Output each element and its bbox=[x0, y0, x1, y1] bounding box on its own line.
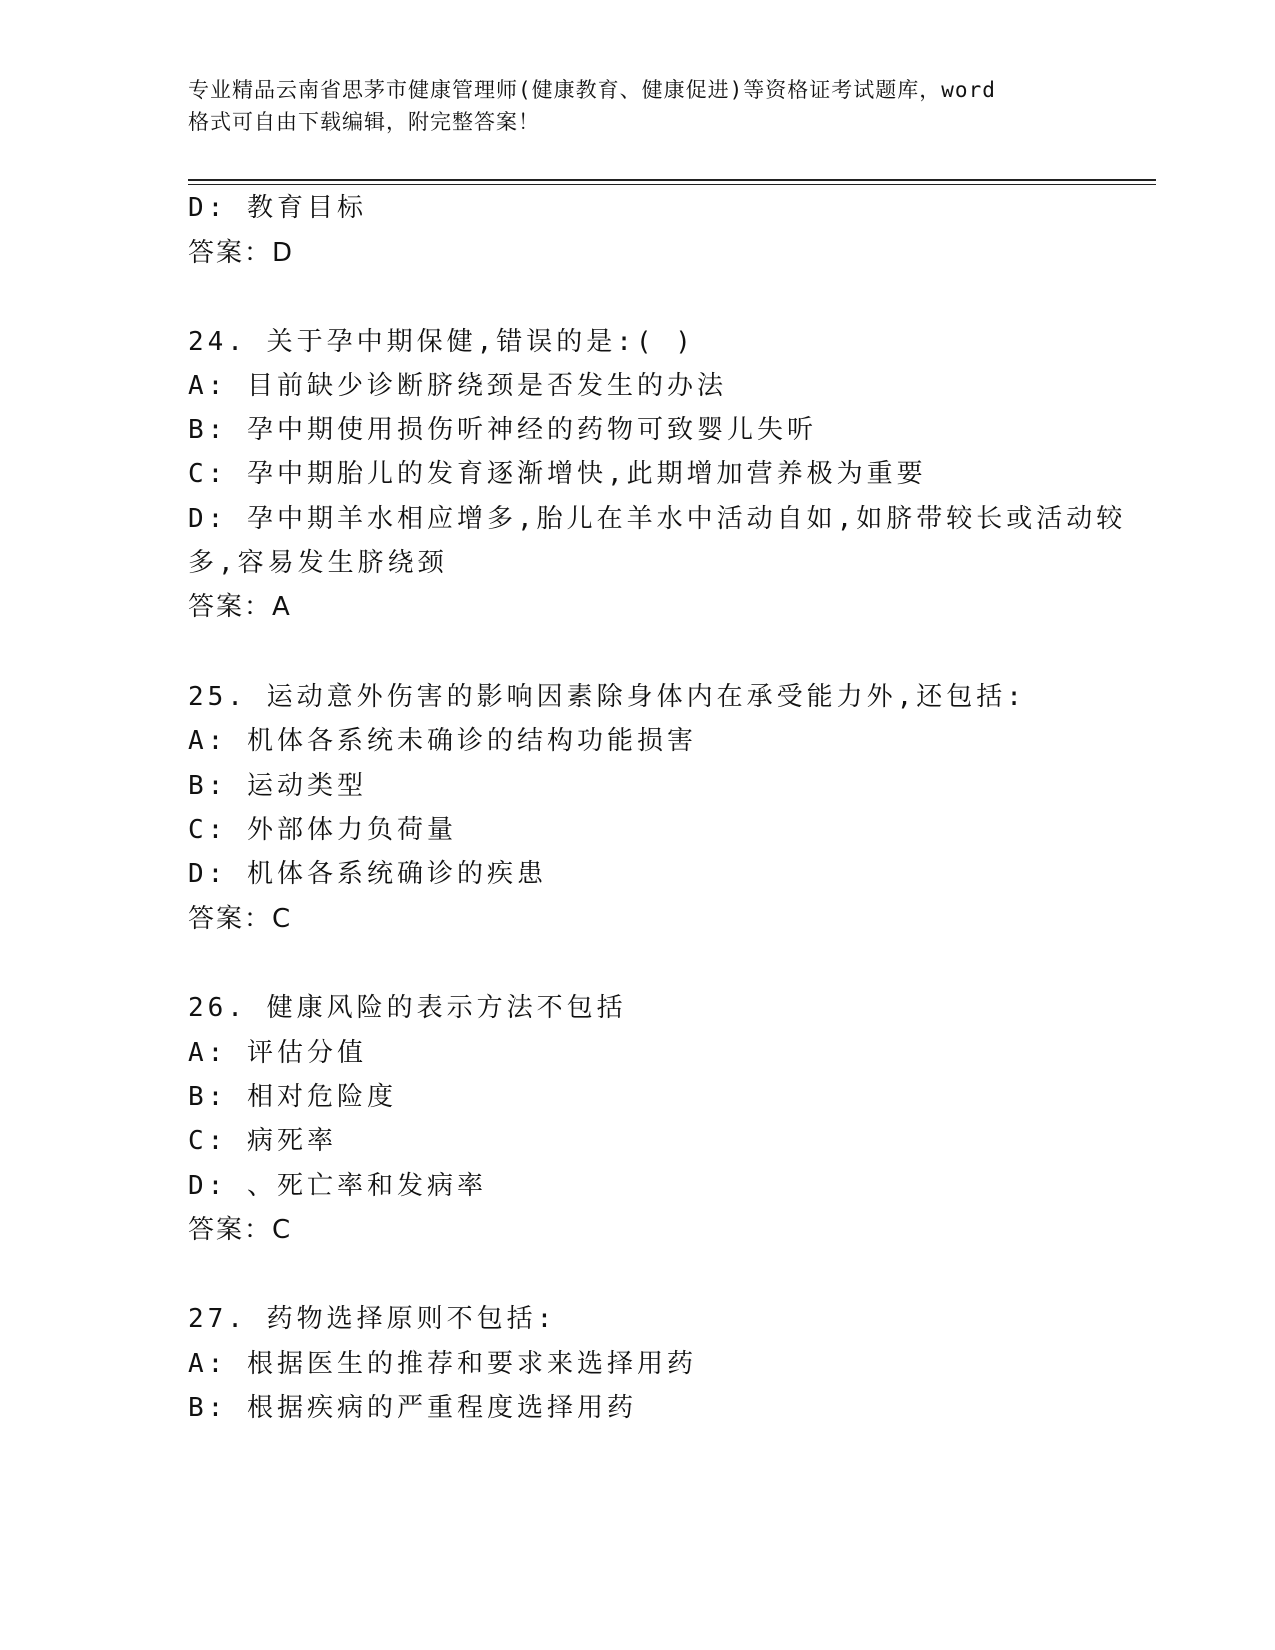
prev-option-d: D: 教育目标 bbox=[188, 193, 367, 223]
question-26-option-a: A: 评估分值 bbox=[188, 1038, 367, 1068]
question-25-option-d: D: 机体各系统确诊的疾患 bbox=[188, 859, 547, 889]
question-26-option-b: B: 相对危险度 bbox=[188, 1082, 397, 1112]
question-26-option-c: C: 病死率 bbox=[188, 1126, 337, 1156]
document-header bbox=[188, 74, 1088, 138]
question-24-option-b: B: 孕中期使用损伤听神经的药物可致婴儿失听 bbox=[188, 415, 817, 445]
question-26-answer: 答案：C bbox=[188, 1215, 293, 1245]
question-26-stem: 26. 健康风险的表示方法不包括 bbox=[188, 993, 627, 1023]
question-24-option-d: D: 孕中期羊水相应增多,胎儿在羊水中活动自如,如脐带较长或活动较 bbox=[188, 504, 1127, 534]
question-24-answer: 答案：A bbox=[188, 592, 292, 622]
prev-answer: 答案：D bbox=[188, 238, 295, 268]
question-25-option-c: C: 外部体力负荷量 bbox=[188, 815, 457, 845]
question-25-option-b: B: 运动类型 bbox=[188, 771, 367, 801]
header-divider-thin bbox=[188, 184, 1156, 185]
question-24-stem: 24. 关于孕中期保健,错误的是:( ) bbox=[188, 327, 695, 357]
question-25-answer: 答案：C bbox=[188, 904, 293, 934]
question-24-option-c: C: 孕中期胎儿的发育逐渐增快,此期增加营养极为重要 bbox=[188, 459, 927, 489]
question-24-option-a: A: 目前缺少诊断脐绕颈是否发生的办法 bbox=[188, 371, 727, 401]
question-25-option-a: A: 机体各系统未确诊的结构功能损害 bbox=[188, 726, 697, 756]
question-27-stem: 27. 药物选择原则不包括: bbox=[188, 1304, 557, 1334]
question-24-option-d-continued: 多,容易发生脐绕颈 bbox=[188, 548, 448, 578]
header-line-1: 专业精品云南省思茅市健康管理师(健康教育、健康促进)等资格证考试题库，word bbox=[188, 78, 996, 102]
question-27-option-b: B: 根据疾病的严重程度选择用药 bbox=[188, 1393, 637, 1423]
question-25-stem: 25. 运动意外伤害的影响因素除身体内在承受能力外,还包括: bbox=[188, 682, 1026, 712]
question-26-option-d: D: 、死亡率和发病率 bbox=[188, 1171, 487, 1201]
header-divider-thick bbox=[188, 179, 1156, 181]
header-line-2: 格式可自由下载编辑，附完整答案！ bbox=[188, 110, 540, 134]
question-27-option-a: A: 根据医生的推荐和要求来选择用药 bbox=[188, 1349, 697, 1379]
